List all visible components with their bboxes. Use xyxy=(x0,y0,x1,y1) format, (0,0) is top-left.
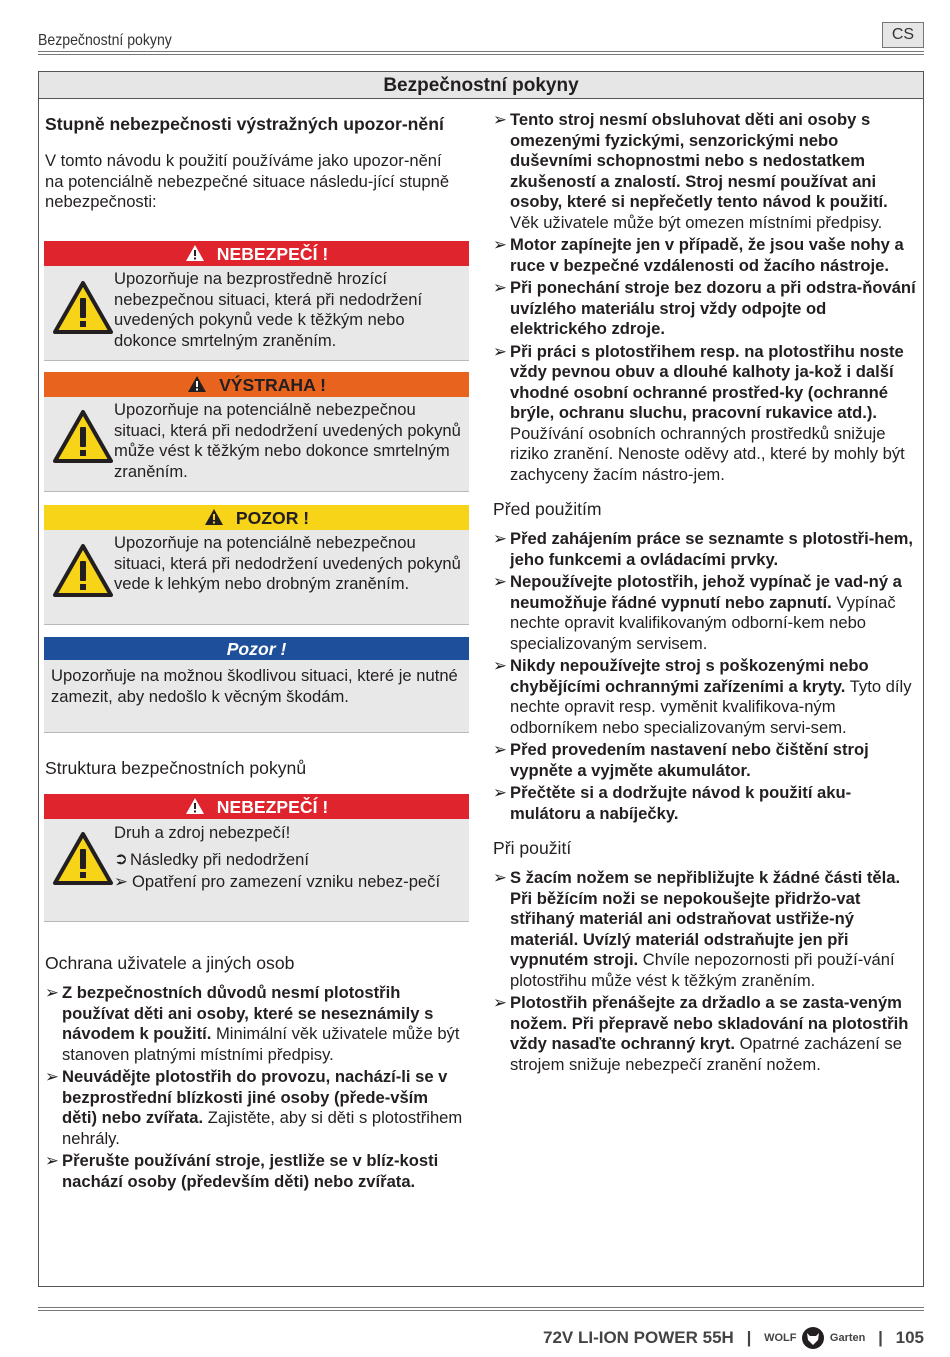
list-item xyxy=(493,740,918,781)
warning-triangle-icon xyxy=(187,375,207,393)
chevron-right-icon: ➢ xyxy=(493,278,507,297)
chevron-right-icon: ➢ xyxy=(493,783,507,802)
warning-triangle-icon xyxy=(185,797,205,815)
list-item-text: Zajistěte, aby si děti s plotostřihem nehrály. xyxy=(62,1108,463,1148)
levels-heading: Stupně nebezpečnosti výstražných upozor-nění xyxy=(45,114,444,134)
warning-triangle-icon xyxy=(52,831,114,887)
list-item-text: Věk uživatele může být omezen místními předpisy. xyxy=(510,212,883,232)
chevron-right-icon: ➢ xyxy=(493,110,507,129)
caution-label: POZOR ! xyxy=(235,508,310,528)
chevron-right-icon: ➢ xyxy=(493,529,507,548)
warning-triangle-icon xyxy=(204,508,224,526)
structure-line-2-wrap xyxy=(114,850,463,871)
list-item xyxy=(493,110,918,233)
list-item xyxy=(493,783,918,824)
notice-signal xyxy=(44,637,469,733)
chevron-right-icon: ➢ xyxy=(45,983,59,1002)
structure-signal xyxy=(44,794,469,922)
list-item-text: Používání osobních ochranných prostředků snižuje riziko zranění. Nenoste oděvy atd., které by mohly být zachyceny žacím nástro-jem. xyxy=(510,423,905,484)
list-item-text: Opatrné zacházení se strojem snižuje nebezpečí zranění nožem. xyxy=(510,1034,902,1074)
list-item xyxy=(493,572,918,654)
chevron-right-icon: ➢ xyxy=(493,341,507,361)
structure-line-3: Opatření pro zamezení vzniku nebez-pečí xyxy=(132,872,441,891)
chevron-right-icon: ➢ xyxy=(493,656,507,675)
footer-rule-2 xyxy=(38,1310,924,1311)
structure-line-3-wrap xyxy=(114,872,463,893)
protection-heading: Ochrana uživatele a jiných osob xyxy=(45,953,295,973)
danger-text: Upozorňuje na bezprostředně hrozící nebezpečnou situaci, která při nedodržení uvedených pokynů vede k těžkým nebo dokonce smrtelným zraněním. xyxy=(114,269,423,350)
structure-label: NEBEZPEČÍ ! xyxy=(216,797,329,817)
danger-bar xyxy=(44,241,469,266)
list-item-text: Minimální věk uživatele může být stanoven platnými místními předpisy. xyxy=(62,1024,460,1064)
list-item xyxy=(45,1067,465,1149)
notice-body xyxy=(44,660,469,733)
footer-rule xyxy=(38,1307,924,1308)
warning-label: VÝSTRAHA ! xyxy=(219,375,326,395)
list-item-bold: Před zahájením práce se seznamte s plotostři-hem, jeho funkcemi a ovládacími prvky. xyxy=(510,529,913,569)
danger-body xyxy=(44,266,469,361)
list-item xyxy=(45,1151,465,1192)
before-use-heading: Před použitím xyxy=(493,499,602,519)
chevron-right-icon: ➢ xyxy=(493,740,507,759)
caution-body xyxy=(44,530,469,625)
chevron-right-icon: ➢ xyxy=(114,872,128,891)
list-item-bold: Z bezpečnostních důvodů nesmí plotostřih používat děti ani osoby, které se neseznámily s návodem k použití. xyxy=(62,983,434,1043)
list-item xyxy=(493,278,918,340)
list-item-bold: Při ponechání stroje bez dozoru a při odstra-ňování uvízlého materiálu stroj vždy odpojte od elektrického zdroje. xyxy=(510,278,916,338)
chevron-right-icon: ➢ xyxy=(493,572,507,591)
brand-wolf-text: WOLF xyxy=(764,1332,797,1344)
arrow-right-circle-icon: ➲ xyxy=(114,848,128,868)
warning-triangle-icon xyxy=(52,409,114,465)
caution-signal xyxy=(44,505,469,625)
language-badge: CS xyxy=(882,22,924,48)
right-column xyxy=(493,110,918,1075)
structure-bar xyxy=(44,794,469,819)
page-number: 105 xyxy=(895,1328,924,1347)
levels-section xyxy=(45,114,455,213)
list-item-bold: Nikdy nepoužívejte stroj s poškozenými nebo chybějícími ochrannými zařízeními a kryty. xyxy=(510,656,869,696)
warning-bar xyxy=(44,372,469,397)
during-use-heading: Při použití xyxy=(493,838,572,858)
list-item xyxy=(493,529,918,570)
levels-intro: V tomto návodu k použití používáme jako upozor-nění na potenciálně nebezpečné situace následu-jící stupně nebezpečnosti: xyxy=(45,151,450,211)
list-item-bold: Přečtěte si a dodržujte návod k použití aku-mulátoru a nabíječky. xyxy=(510,783,852,823)
brand-garten-text: Garten xyxy=(829,1332,866,1344)
warning-triangle-icon xyxy=(52,280,114,336)
notice-label: Pozor ! xyxy=(226,639,287,659)
structure-heading: Struktura bezpečnostních pokynů xyxy=(45,758,307,778)
list-item-bold: Přerušte používání stroje, jestliže se v blíz-kosti nachází osoby (především děti) nebo zvířata. xyxy=(62,1151,439,1191)
list-item-bold: Před provedením nastavení nebo čištění stroj vypněte a vyjměte akumulátor. xyxy=(510,740,869,780)
list-item-bold: Nepoužívejte plotostřih, jehož vypínač je vad-ný a neumožňuje řádné vypnutí nebo zapnutí. xyxy=(510,572,902,612)
list-item xyxy=(493,656,918,738)
list-item-bold: Plotostřih přenášejte za držadlo a se zasta-veným nožem. Při přepravě nebo skladování na plotostřih vždy nasaďte ochranný kryt. xyxy=(510,993,909,1053)
warning-triangle-icon xyxy=(52,543,114,599)
list-item-bold: S žacím nožem se nepřibližujte k žádné části těla. Při běžícím noži se nepokoušejte přidržo-vat střihaný materiál ani odstraňovat ustřiže-ný materiál. Uvízlý materiál odstraňujte jen při vypnutém stroji. xyxy=(510,868,901,969)
list-item xyxy=(493,868,918,991)
list-item-bold: Motor zapínejte jen v případě, že jsou vaše nohy a ruce v bezpečné vzdálenosti od žacího nástroje. xyxy=(510,235,904,275)
warning-triangle-icon xyxy=(185,244,205,262)
list-item xyxy=(493,993,918,1075)
wolf-logo-icon xyxy=(801,1326,825,1350)
running-header-title: Bezpečnostní pokyny xyxy=(38,32,172,49)
protection-section xyxy=(45,953,465,1192)
list-item-bold: Neuvádějte plotostřih do provozu, nachází-li se v bezprostřední blízkosti jiné osoby (přede-vším děti) nebo zvířata. xyxy=(62,1067,448,1127)
chevron-right-icon: ➢ xyxy=(45,1067,59,1086)
warning-signal xyxy=(44,372,469,492)
box-title: Bezpečnostní pokyny xyxy=(39,72,923,99)
list-item-bold: Při práci s plotostřihem resp. na plotostřihu noste vždy pevnou obuv a dlouhé kalhoty ja-kož i další vhodné osobní ochranné prostřed-ky (ochranné brýle, ochranu sluchu, pracovní rukavice atd.). xyxy=(510,341,904,422)
caution-bar xyxy=(44,505,469,530)
warning-body xyxy=(44,397,469,492)
footer: 72V LI-ION POWER 55H | WOLF Garten | 105 xyxy=(543,1326,924,1350)
chevron-right-icon: ➢ xyxy=(493,993,507,1012)
list-item xyxy=(45,983,465,1065)
structure-body xyxy=(44,819,469,922)
list-item-bold: Tento stroj nesmí obsluhovat děti ani osoby s omezenými fyzickými, senzorickými nebo duševními schopnostmi nebo s nedostatkem zkušeností a znalostí. Stroj nesmí používat ani osoby, které si nepřečetly tento návod k použití. xyxy=(510,110,888,211)
list-item xyxy=(493,235,918,276)
danger-signal xyxy=(44,241,469,361)
chevron-right-icon: ➢ xyxy=(493,235,507,254)
list-item-text: Chvíle nepozornosti při použí-vání plotostřihu může vést k těžkým zraněním. xyxy=(510,950,895,990)
notice-bar xyxy=(44,637,469,660)
structure-heading-wrap xyxy=(45,758,465,779)
structure-line-2: Následky při nedodržení xyxy=(130,849,309,869)
notice-text: Upozorňuje na možnou škodlivou situaci, které je nutné zamezit, aby nedošlo k věcným škodám. xyxy=(51,666,458,706)
header-rule-2 xyxy=(38,54,924,55)
danger-label: NEBEZPEČÍ ! xyxy=(216,244,329,264)
footer-model: 72V LI-ION POWER 55H xyxy=(543,1328,734,1347)
header-rule xyxy=(38,51,924,52)
structure-line-1: Druh a zdroj nebezpečí! xyxy=(114,823,291,842)
caution-text: Upozorňuje na potenciálně nebezpečnou situaci, která při nedodržení uvedených pokynů vede k lehkým nebo drobným zraněním. xyxy=(114,533,461,593)
chevron-right-icon: ➢ xyxy=(45,1151,59,1170)
structure-text xyxy=(114,823,463,893)
list-item-text: Tyto díly nechte opravit resp. vyměnit kvalifikova-ným odborníkem nebo specializovaným servi-sem. xyxy=(510,676,912,737)
chevron-right-icon: ➢ xyxy=(493,868,507,887)
list-item xyxy=(493,342,918,486)
list-item-text: Vypínač nechte opravit kvalifikovaným odborní-kem nebo specializovaným servisem. xyxy=(510,592,896,653)
warning-text: Upozorňuje na potenciálně nebezpečnou situaci, která při nedodržení uvedených pokynů může vést k těžkým nebo dokonce smrtelným zraněním. xyxy=(114,400,461,481)
